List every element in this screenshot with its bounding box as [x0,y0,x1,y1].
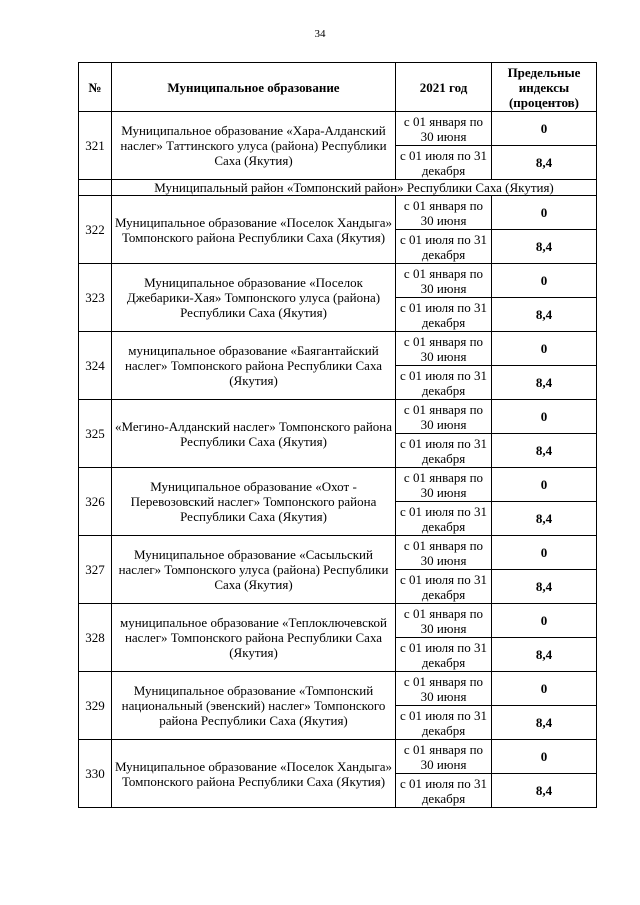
index-value-first-half: 0 [492,196,597,230]
table-row [79,332,597,366]
period-second-half: с 01 июля по 31 декабря [396,774,492,808]
index-value-second-half: 8,4 [492,366,597,400]
period-first-half: с 01 января по 30 июня [396,112,492,146]
table-row [79,112,597,146]
period-second-half: с 01 июля по 31 декабря [396,502,492,536]
period-first-half: с 01 января по 30 июня [396,468,492,502]
period-first-half: с 01 января по 30 июня [396,332,492,366]
municipality-name: Муниципальное образование «Сасыльский наслег» Томпонского улуса (района) Республики Саха (Якутия) [112,536,396,604]
table-row [79,604,597,638]
table-body [79,112,597,808]
period-first-half: с 01 января по 30 июня [396,264,492,298]
municipality-name: Муниципальное образование «Хара-Алданский наслег» Таттинского улуса (района) Республики Саха (Якутия) [112,112,396,180]
row-number: 324 [79,332,112,400]
row-number: 327 [79,536,112,604]
index-value-first-half: 0 [492,672,597,706]
index-value-second-half: 8,4 [492,146,597,180]
table-header-row [79,63,597,112]
municipality-name: Муниципальное образование «Томпонский национальный (эвенский) наслег» Томпонского района Республики Саха (Якутия) [112,672,396,740]
municipality-name: «Мегино-Алданский наслег» Томпонского района Республики Саха (Якутия) [112,400,396,468]
municipality-name: Муниципальное образование «Охот - Перевозовский наслег» Томпонского района Республики Саха (Якутия) [112,468,396,536]
index-value-first-half: 0 [492,332,597,366]
row-number: 330 [79,740,112,808]
index-value-first-half: 0 [492,468,597,502]
header-index: Предельные индексы (процентов) [492,63,597,112]
index-value-first-half: 0 [492,740,597,774]
index-value-second-half: 8,4 [492,434,597,468]
index-value-second-half: 8,4 [492,774,597,808]
index-value-second-half: 8,4 [492,230,597,264]
period-second-half: с 01 июля по 31 декабря [396,146,492,180]
district-header: Муниципальный район «Томпонский район» Республики Саха (Якутия) [112,180,597,196]
period-second-half: с 01 июля по 31 декабря [396,706,492,740]
index-value-second-half: 8,4 [492,570,597,604]
period-second-half: с 01 июля по 31 декабря [396,366,492,400]
row-number: 325 [79,400,112,468]
table-row [79,672,597,706]
header-num: № [79,63,112,112]
period-first-half: с 01 января по 30 июня [396,740,492,774]
tariff-index-table [78,62,597,808]
index-value-first-half: 0 [492,264,597,298]
header-municipality: Муниципальное образование [112,63,396,112]
index-value-second-half: 8,4 [492,298,597,332]
row-number: 323 [79,264,112,332]
index-value-first-half: 0 [492,400,597,434]
period-first-half: с 01 января по 30 июня [396,672,492,706]
period-second-half: с 01 июля по 31 декабря [396,570,492,604]
table-row [79,740,597,774]
table-row [79,536,597,570]
period-first-half: с 01 января по 30 июня [396,604,492,638]
row-number: 326 [79,468,112,536]
table-row [79,400,597,434]
table-row [79,468,597,502]
index-value-first-half: 0 [492,112,597,146]
district-blank-cell [79,180,112,196]
period-first-half: с 01 января по 30 июня [396,536,492,570]
index-value-first-half: 0 [492,604,597,638]
period-second-half: с 01 июля по 31 декабря [396,638,492,672]
index-value-second-half: 8,4 [492,638,597,672]
row-number: 322 [79,196,112,264]
period-second-half: с 01 июля по 31 декабря [396,298,492,332]
municipality-name: муниципальное образование «Баягантайский наслег» Томпонского района Республики Саха (Якутия) [112,332,396,400]
district-header-row [79,180,597,196]
page-number: 34 [314,28,326,40]
row-number: 321 [79,112,112,180]
table-row [79,196,597,230]
period-second-half: с 01 июля по 31 декабря [396,230,492,264]
index-value-second-half: 8,4 [492,502,597,536]
municipality-name: Муниципальное образование «Поселок Хандыга» Томпонского района Республики Саха (Якутия) [112,740,396,808]
municipality-name: муниципальное образование «Теплоключевской наслег» Томпонского района Республики Саха (Якутия) [112,604,396,672]
period-first-half: с 01 января по 30 июня [396,196,492,230]
table-row [79,264,597,298]
index-value-second-half: 8,4 [492,706,597,740]
period-first-half: с 01 января по 30 июня [396,400,492,434]
municipality-name: Муниципальное образование «Поселок Джебарики-Хая» Томпонского улуса (района) Республики Саха (Якутия) [112,264,396,332]
row-number: 328 [79,604,112,672]
municipality-name: Муниципальное образование «Поселок Хандыга» Томпонского района Республики Саха (Якутия) [112,196,396,264]
index-value-first-half: 0 [492,536,597,570]
row-number: 329 [79,672,112,740]
header-year: 2021 год [396,63,492,112]
period-second-half: с 01 июля по 31 декабря [396,434,492,468]
